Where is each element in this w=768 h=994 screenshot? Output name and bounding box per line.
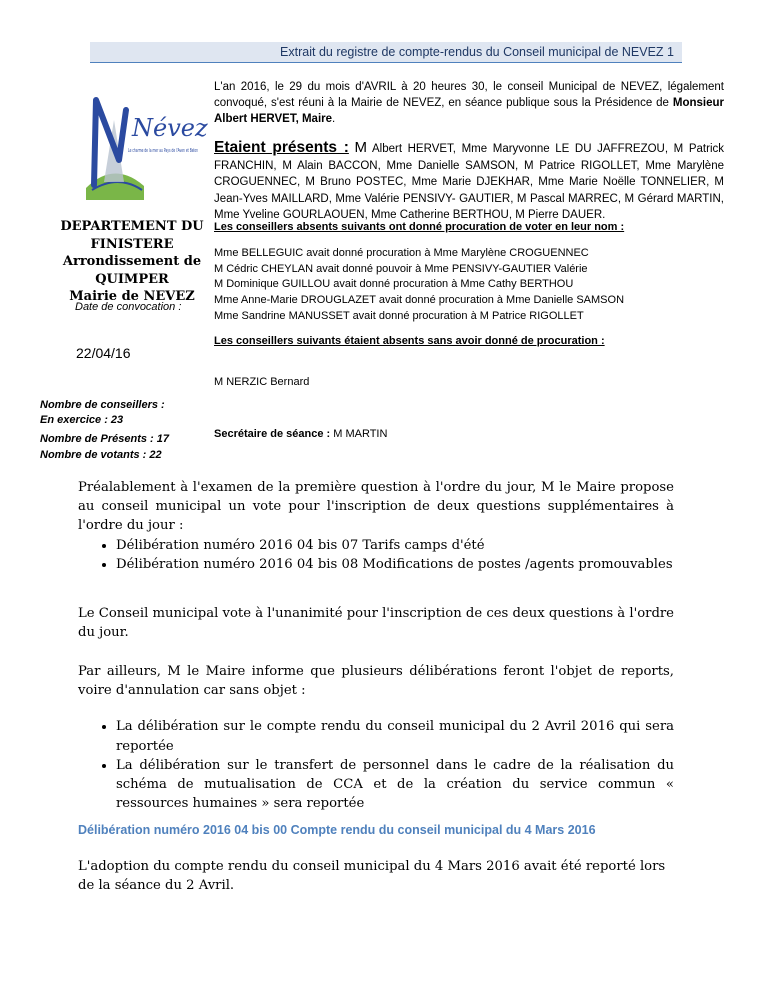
absent-heading: Les conseillers suivants étaient absents sans avoir donné de procuration :: [214, 335, 605, 347]
stat-conseillers: Nombre de conseillers :: [40, 399, 165, 411]
paragraph-additional-questions: [78, 478, 674, 574]
procuration-item: Mme BELLEGUIC avait donné procuration à Mme Marylène CROGUENNEC: [214, 247, 589, 259]
intro-text: L'an 2016, le 29 du mois d'AVRIL à 20 heures 30, le conseil Municipal de NEVEZ, légalement convoqué, s'est réuni à la Mairie de NEVEZ, en séance publique sous la Présidence de: [214, 81, 724, 110]
bullet-item: • Délibération numéro 2016 04 bis 07 Tarifs camps d'été: [116, 536, 674, 555]
dept-line: QUIMPER: [95, 271, 169, 287]
nevez-logo: [84, 90, 208, 200]
convocation-date: 22/04/16: [76, 345, 131, 361]
logo-wordmark: Névez: [132, 114, 208, 142]
paragraph-adoption: L'adoption du compte rendu du conseil municipal du 4 Mars 2016 avait été reporté lors de la séance du 2 Avril.: [78, 859, 666, 894]
procuration-list: [214, 246, 624, 325]
intro-president: Monsieur Albert HERVET, Maire: [214, 97, 724, 126]
department-block: [48, 218, 216, 306]
bullet-list: [78, 717, 674, 813]
bullet-item: • Délibération numéro 2016 04 bis 08 Modifications de postes /agents promouvables: [116, 555, 674, 574]
logo-tagline: Le charme de la mer au Pays de l'Aven et Belon: [128, 148, 198, 154]
bullet-item: • La délibération sur le transfert de personnel dans le cadre de la réalisation du schéma de mutualisation de CCA et de la création du service commun « ressources humaines » sera reportée: [116, 756, 674, 814]
dept-line: FINISTERE: [90, 236, 174, 252]
dept-line: Arrondissement de: [62, 254, 202, 270]
present-label: Etaient présents :: [214, 139, 349, 156]
bullet-list: [78, 536, 674, 574]
absent-name: M NERZIC Bernard: [214, 376, 310, 388]
bullet-item: • La délibération sur le compte rendu du conseil municipal du 2 Avril 2016 qui sera reportée: [116, 717, 674, 755]
secretary-line: [214, 428, 387, 440]
page-header-bar: [90, 42, 682, 63]
session-intro: [214, 79, 724, 128]
present-first: M: [354, 139, 367, 156]
paragraph-vote: Le Conseil municipal vote à l'unanimité pour l'inscription de ces deux questions à l'ordre du jour.: [78, 606, 674, 641]
intro-end: .: [332, 113, 336, 126]
procuration-item: M Cédric CHEYLAN avait donné pouvoir à Mme PENSIVY-GAUTIER Valérie: [214, 262, 588, 275]
page-header-title: Extrait du registre de compte-rendus du Conseil municipal de NEVEZ 1: [280, 45, 674, 59]
stat-votants: Nombre de votants : 22: [40, 449, 162, 461]
procuration-item: M Dominique GUILLOU avait donné procuration à Mme Cathy BERTHOU: [214, 278, 574, 291]
dept-line: Mairie de NEVEZ: [69, 289, 195, 305]
paragraph-text: Par ailleurs, M le Maire informe que plusieurs délibérations feront l'objet de reports, voire d'annulation car sans objet :: [78, 664, 674, 699]
convocation-label: Date de convocation :: [75, 301, 182, 313]
procuration-item: Mme Sandrine MANUSSET avait donné procuration à M Patrice RIGOLLET: [214, 309, 584, 322]
present-list: Albert HERVET, Mme Maryvonne LE DU JAFFREZOU, M Patrick FRANCHIN, M Alain BACCON, Mme Danielle SAMSON, M Patrice RIGOLLET, Mme Marylène CROGUENNEC, M Bruno POSTEC, Mme Marie DJEKHAR, Mme Marie Noëlle TONNELIER, M Jean-Yves MAILLARD, Mme Valérie PENSIVY- GAUTIER, M Pascal MARREC, M Gérard MARTIN, Mme Yveline GOURLAOUEN, Mme Catherine BERTHOU, M Pierre DAUER.: [214, 143, 724, 221]
stat-en-exercice: En exercice : 23: [40, 414, 124, 426]
section-title: Délibération numéro 2016 04 bis 00 Compte rendu du conseil municipal du 4 Mars 2016: [78, 823, 596, 837]
paragraph-text: Préalablement à l'examen de la première question à l'ordre du jour, M le Maire propose au conseil municipal un vote pour l'inscription de deux questions supplémentaires à l'ordre du jour :: [78, 480, 674, 534]
secretary-label: Secrétaire de séance :: [214, 428, 331, 440]
stat-presents: Nombre de Présents : 17: [40, 433, 169, 445]
secretary-name: M MARTIN: [330, 428, 388, 440]
paragraph-reports: [78, 662, 674, 813]
procuration-heading: Les conseillers absents suivants ont donné procuration de voter en leur nom :: [214, 221, 625, 233]
procuration-item: Mme Anne-Marie DROUGLAZET avait donné procuration à Mme Danielle SAMSON: [214, 294, 625, 307]
present-members: [214, 140, 724, 224]
nevez-logo-graphic: [84, 90, 208, 200]
dept-line: DEPARTEMENT DU: [60, 219, 204, 234]
